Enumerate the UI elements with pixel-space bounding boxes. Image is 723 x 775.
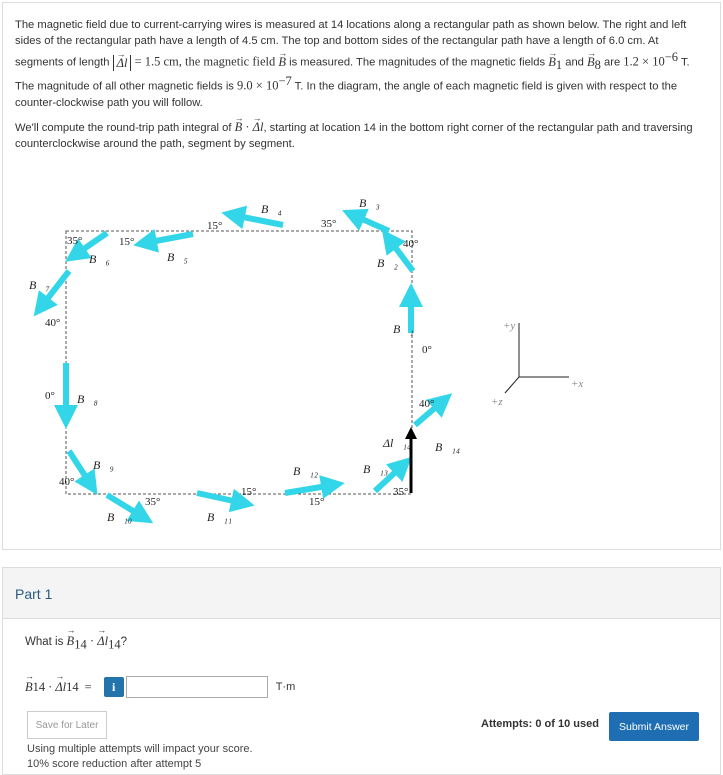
label-b3: B⃗₃ (359, 196, 380, 210)
svg-text:40°: 40° (403, 238, 419, 250)
label-b13: B⃗₁₃ (363, 462, 389, 476)
part-header (3, 568, 720, 619)
svg-text:0°: 0° (422, 344, 432, 356)
label-b10: B⃗₁₀ (107, 510, 133, 524)
label-b14: B⃗₁₄ (435, 440, 461, 454)
svg-text:35°: 35° (67, 235, 83, 247)
svg-text:35°: 35° (145, 496, 161, 508)
label-b1: B⃗₁ (393, 322, 414, 336)
label-b9: B⃗₉ (93, 458, 114, 472)
answer-label: → B (25, 680, 33, 695)
svg-text:40°: 40° (59, 476, 75, 488)
label-b2: B⃗₂ (377, 256, 398, 270)
attempt-notes: Using multiple attempts will impact your score. 10% score reduction after attempt 5 (27, 743, 253, 770)
svg-text:35°: 35° (393, 486, 409, 498)
label-b11: B⃗₁₁ (207, 510, 233, 524)
arrow-b4 (233, 215, 283, 225)
label-dl14: Δl⃗₁₄ (383, 436, 412, 450)
svg-text:15°: 15° (241, 486, 257, 498)
label-b6: B⃗₆ (89, 252, 110, 266)
svg-text:15°: 15° (309, 496, 325, 508)
arrow-b12 (285, 485, 333, 493)
path-rectangle (66, 231, 412, 494)
answer-row: → B 14 · → Δl 14 = i T·m (25, 676, 295, 698)
axis-label-z: +z (491, 396, 503, 408)
axes-icon (505, 323, 569, 393)
svg-text:15°: 15° (119, 236, 135, 248)
save-for-later-button[interactable]: Save for Later (27, 711, 107, 739)
axis-label-y: +y (503, 320, 516, 332)
unit-label: T·m (275, 681, 296, 693)
label-b7: B⃗₇ (29, 278, 50, 292)
attempts-counter: Attempts: 0 of 10 used (481, 718, 599, 730)
rectangular-path-diagram (3, 183, 720, 543)
label-b5: B⃗₅ (167, 250, 188, 264)
label-b8: B⃗₈ (77, 392, 98, 406)
problem-paragraph-2: We'll compute the round-trip path integral of → B · → Δl, starting at location 14 in the bottom right corner of the rectangular path and traversing counterclockwise around the path, segment by segment. (15, 119, 709, 152)
arrow-b5 (145, 234, 193, 243)
part-1-card (2, 567, 721, 775)
part-title: Part 1 (15, 586, 53, 602)
svg-text:15°: 15° (207, 220, 223, 232)
label-b4: B⃗₄ (261, 202, 282, 216)
info-icon[interactable]: i (104, 677, 124, 697)
submit-answer-button[interactable]: Submit Answer (609, 712, 699, 741)
problem-statement (15, 17, 709, 160)
arrow-b3 (353, 215, 389, 231)
question-text: What is → $B_{14}$ · → $\Delta l_{14}$? (25, 634, 127, 652)
label-b12: B⃗₁₂ (293, 464, 319, 478)
svg-text:35°: 35° (321, 218, 337, 230)
svg-text:0°: 0° (45, 390, 55, 402)
problem-paragraph-1: The magnetic field due to current-carrying wires is measured at 14 locations along a rectangular path as shown below. The right and left sides of the rectangular path have a length of 4.5 cm. The top and bottom sides of the rectangular path have a length of 6.0 cm. At segments of length → Δl = 1.5 cm, the magnetic field → B is measured. The magnitudes of the magnetic fields → $B_1$ and → $B_8$ are $1.2 \times 10^{-6}$ T. The magnitude of all other magnetic fields is $9.0 \times 10^{-7}$ T. In the diagram, the angle of each magnetic field is given with respect to the counter-clockwise path you will follow. (15, 17, 709, 111)
svg-text:40°: 40° (45, 317, 61, 329)
svg-text:40°: 40° (419, 398, 435, 410)
axis-label-x: +x (571, 378, 584, 390)
problem-card (2, 2, 721, 550)
answer-input[interactable] (126, 676, 268, 698)
